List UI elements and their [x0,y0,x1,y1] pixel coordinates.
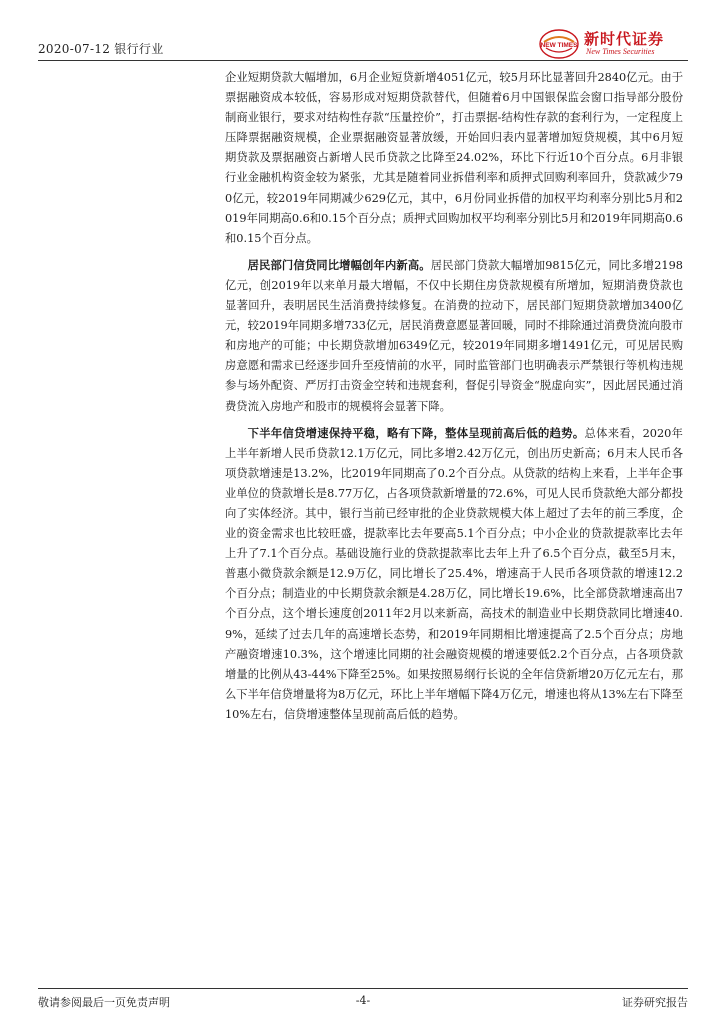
page-header [38,26,688,64]
page-footer [38,994,688,1010]
disclaimer-note: 敬请参阅最后一页免责声明 [38,996,170,1009]
paragraph-household-credit [225,255,683,417]
report-date-industry: 2020-07-12 银行行业 [38,42,164,56]
paragraph-lead-outlook: 下半年信贷增速保持平稳，略有下降，整体呈现前高后低的趋势。 [247,425,585,440]
footer-divider [38,988,688,989]
paragraph-text-outlook: 总体来看，2020年上半年新增人民币贷款12.1万亿元，同比多增2.42万亿元，创出历史新高；6月末人民币各项贷款增速是13.2%，比2019年同期高了0.2个百分点。从贷款的结构上来看，上半年企事业单位的贷款增长是8.77万亿，占各项贷款新增量的72.6%，可见人民币贷款绝大部分都投向了实体经济。其中，银行当前已经审批的企业贷款规模大体上超过了去年的前三季度，企业的资金需求也比较旺盛，提款率比去年要高5.1个百分点；中小企业的贷款提款率比去年上升了7.1个百分点。基础设施行业的贷款提款率比去年上升了6.5个百分点，截至5月末，普惠小微贷款余额是12.9万亿，同比增长了25.4%，增速高于人民币各项贷款的增速12.2个百分点；制造业的中长期贷款余额是4.28万亿，同比增长19.6%，比全部贷款增速高出7个百分点，这个增长速度创2011年2月以来新高，高技术的制造业中长期贷款同比增速40.9%，延续了过去几年的高速增长态势，和2019年同期相比增速提高了2.5个百分点；房地产融资增速10.3%，这个增速比同期的社会融资规模的增速要低2.2个百分点，占各项贷款增量的比例从43-44%下降至25%。如果按照易纲行长说的全年信贷新增20万亿元左右，那么下半年信贷增量将为8万亿元，环比上半年增幅下降4万亿元，增速也将从13%左右下降至10%左右，信贷增速整体呈现前高后低的趋势。 [225,426,683,721]
logo-en-name: New Times Securities [586,47,655,56]
report-type: 证券研究报告 [622,996,688,1009]
paragraph-text-household: 居民部门贷款大幅增加9815亿元，同比多增2198亿元，创2019年以来单月最大增幅，不仅中长期住房贷款规模有所增加，短期消费贷款也显著回升，表明居民生活消费持续修复。在消费的拉动下，居民部门短期贷款增加3400亿元，较2019年同期多增733亿元，居民消费意愿显著回暖，同时不排除通过消费贷流向股市和房地产的可能；中长期贷款增加6349亿元，较2019年同期多增1491亿元，可见居民购房意愿和需求已经逐步回升至疫情前的水平，同时监管部门也明确表示严禁银行等机构违规参与场外配资、严厉打击资金空转和违规套利，督促引导资金“脱虚向实”，因此居民通过消费贷流入房地产和股市的规模将会显著下降。 [225,258,683,413]
svg-text:NEW TIMES: NEW TIMES [540,42,578,49]
paragraph-lead-household: 居民部门信贷同比增幅创年内新高。 [247,257,431,272]
logo-cn-name: 新时代证券 [584,30,665,48]
page-number: -4- [355,994,371,1007]
brand-logo [538,26,688,62]
paragraph-h2-outlook [225,423,683,725]
header-divider [38,60,688,61]
report-body [225,68,683,731]
paragraph-short-term-loans: 企业短期贷款大幅增加，6月企业短贷新增4051亿元，较5月环比显著回升2840亿元。由于票据融资成本较低，容易形成对短期贷款替代，但随着6月中国银保监会窗口指导部分股份制商业银行，要求对结构性存款“压量控价”，打击票据-结构性存款的套利行为，一定程度上压降票据融资规模，企业票据融资显著放缓，开始回归表内显著增加短贷规模，其中6月短期贷款及票据融资占新增人民币贷款之比降至24.02%，环比下行近10个百分点。6月非银行业金融机构资金较为紧张，尤其是随着同业拆借利率和质押式回购利率回升，贷款减少790亿元，较2019年同期减少629亿元，其中，6月份同业拆借的加权平均利率分别比5月和2019年同期高0.6和0.15个百分点；质押式回购加权平均利率分别比5月和2019年同期高0.6和0.15个百分点。 [225,71,683,245]
logo-emblem-icon [538,28,580,60]
